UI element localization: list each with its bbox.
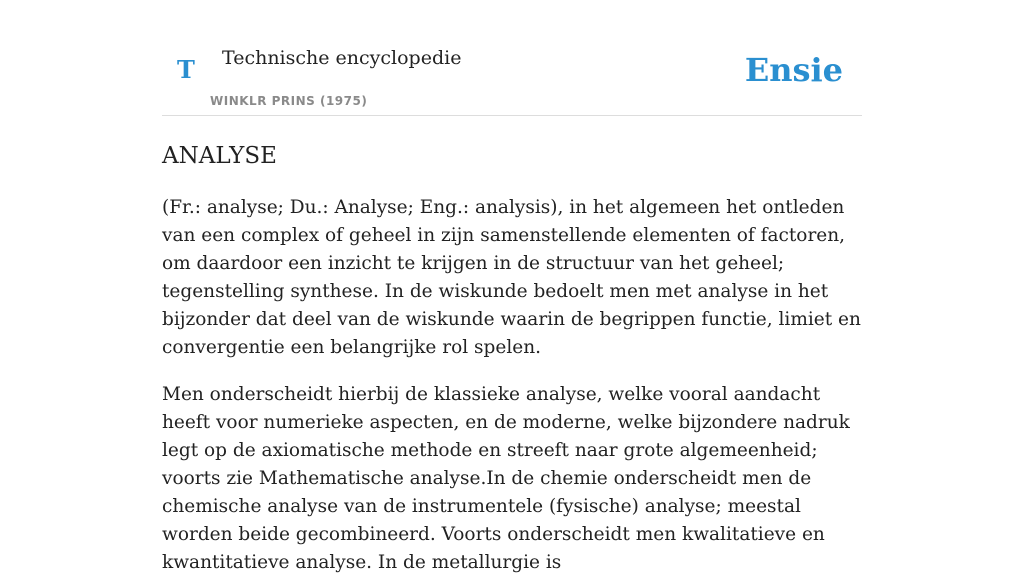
source-logo-icon[interactable]: T [177, 55, 195, 84]
source-subtitle: WINKLR PRINS (1975) [210, 94, 368, 108]
brand-logo[interactable]: Ensie [744, 51, 843, 89]
article-title: ANALYSE [162, 143, 277, 169]
source-title[interactable]: Technische encyclopedie [222, 47, 462, 69]
article-paragraph: (Fr.: analyse; Du.: Analyse; Eng.: analysis), in het algemeen het ontleden van een complex of geheel in zijn samenstellende elementen of factoren, om daardoor een inzicht te krijgen in de structuur van het geheel; tegenstelling synthese. In de wiskunde bedoelt men met analyse in het bijzonder dat deel van de wiskunde waarin de begrippen functie, limiet en convergentie een belangrijke rol spelen. [162, 197, 861, 358]
article-paragraph: Men onderscheidt hierbij de klassieke analyse, welke vooral aandacht heeft voor numerieke aspecten, en de moderne, welke bijzondere nadruk legt op de axiomatische methode en streeft naar grote algemeenheid; voorts zie Mathematische analyse.In de chemie onderscheidt men de chemische analyse van de instrumentele (fysische) analyse; meestal worden beide gecombineerd. Voorts onderscheidt men kwalitatieve en kwantitatieve analyse. In de metallurgie is [162, 384, 850, 573]
page [162, 0, 862, 577]
header [162, 0, 862, 116]
